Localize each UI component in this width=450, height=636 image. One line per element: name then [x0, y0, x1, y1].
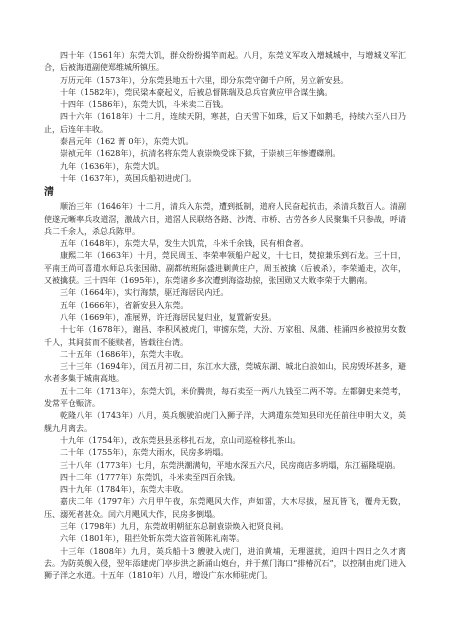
ming-section [44, 50, 406, 185]
chronicle-paragraph: 十九年（1754年），改东莞县县丞移扎石龙，京山司巡检移扎茶山。 [60, 435, 301, 445]
chronicle-paragraph: 万历元年（1573年），分东莞县地五十六里，即分东莞守御千户所，另立新安县。 [60, 75, 349, 85]
chronicle-paragraph: 泰昌元年（162 菁 0年），东莞大饥。 [60, 137, 194, 147]
chronicle-paragraph: 九年（1636年），东莞大饥。 [60, 161, 165, 171]
chronicle-paragraph: 二十年（1755年），东莞大雨水，民房多坍塌。 [60, 448, 229, 458]
chronicle-paragraph: 五年（1666年），省新安县入东莞。 [60, 300, 189, 310]
chronicle-paragraph: 三十三年（1694年），闰五月初二日，东江水大涨，莞城东湖、城北白浪如山，民房毁坏甚多，避水者多集于城南高地。 [44, 362, 406, 384]
chronicle-paragraph: 三年（1664年），实行海禁，驱迁海居民内迁。 [60, 288, 229, 298]
qing-section [44, 201, 406, 582]
chronicle-paragraph: 八年（1669年），准展界，许迁海居民复归业，复置新安县。 [60, 312, 277, 322]
chronicle-paragraph: 三年（1798年）九月，东莞故明朝征东总制袁崇焕入祀贤良祠。 [60, 521, 289, 531]
chronicle-paragraph: 十三年（1808年）九月，英兵船十3 艘驶入虎门，进泊黄埔，无理滋扰，迫四十四日之久才离去。为防英舰入侵，翌年添建虎门亭步洪之新涌山炮台，并于蕉门海口“排椿沉石”，以控制由虎门进入狮子洋之水道。十五年（1810年）八月，增设广东水师驻虎门。 [44, 546, 406, 581]
chronicle-paragraph: 康熙二年（1663年）十月，莞民周玉、李荣率领船户起义，十七日，焚掠兼乐到石龙。三十日，平南王尚可喜遣水师总兵张国勋、副都统班际盛进剿黄庄户，周玉被擒（后被杀），李荣遁走，次年，又被擒获。三十四年（1695年），东莞诸乡多次遭到海盗劫掠，张国勋又大败李荣于大鹏南。 [44, 251, 406, 286]
chronicle-paragraph: 四十年（1561年）东莞大饥，群众纷纷揭竿而起。八月，东莞义军攻入增城城中，与增城义军汇合，后被海道副使郑维城所镇压。 [44, 51, 406, 73]
chronicle-paragraph: 五年（1648年），东莞大旱，发生大饥荒，斗米千余钱，民有相食者。 [60, 239, 309, 249]
chronicle-paragraph: 三十八年（1773年）七月，东莞洪潮满旬，平地水深五六尺，民房商店多坍塌，东江福隆堤崩。 [60, 460, 401, 470]
chronicle-paragraph: 顺治三年（1646年）十二月，清兵入东莞，遭到抵制，道府人民奋起抗击，杀清兵数百人。清副使遂元晰率兵攻道滘，激战六日，道滘人民联络各路、沙湾、市桥、古劳各乡人民聚集千只参战，呼请兵二千余人，杀总兵陈甲。 [44, 202, 406, 236]
chronicle-paragraph: 十四年（1586年），东莞大饥，斗米卖二百钱。 [60, 100, 229, 110]
chronicle-paragraph: 崇祯元年（1628年），抗清名将东莞人袁崇焕受诛下狱，于崇祯三年惨遭磔刑。 [60, 149, 341, 159]
section-heading-qing: 清 [44, 187, 54, 199]
chronicle-paragraph: 四十九年（1784年），东莞大丰收。 [60, 485, 189, 495]
chronicle-paragraph: 五十二年（1713年），东莞大饥，米价腾贵，每石卖至一两八九钱至二两不等。左都御史来莞考，发常平仓赈济。 [44, 386, 406, 409]
chronicle-paragraph: 十年（1582年），莞民梁本豪起义，后被总督陈瑞及总兵官黄应甲合谋生擒。 [60, 87, 333, 97]
chronicle-paragraph: 四十六年（1618年）十二月，连续天阴，寒甚，白天雪下如珠，后又下如鹅毛，持续六至八日乃止，后连年丰收。 [44, 112, 406, 134]
chronicle-paragraph: 嘉庆二年（1797年）六月甲午夜，东莞飓风大作，声如雷，大木尽拔，屋瓦皆飞，覆舟无数，压、溺死者甚众。闰六月飓风大作，民房多倒塌。 [44, 497, 406, 519]
chronicle-paragraph: 四十二年（1777年）东莞饥，斗米卖至四百余钱。 [60, 472, 241, 482]
chronicle-paragraph: 六年（1801年），阻拦处斩东莞大盗首领陈礼南等。 [60, 534, 245, 544]
chronicle-paragraph: 十年（1637年），英国兵船初进虎门。 [60, 173, 197, 183]
chronicle-paragraph: 十七年（1678年），谢昌、李积风被虎门，审掳东莞，大汾、万家租、凤蒲、桂涌四乡被掠男女数千人，其间贫而不能赎者，皆载往台湾。 [44, 325, 406, 347]
chronicle-paragraph: 二十五年（1686年），东莞大丰收。 [60, 349, 189, 359]
chronicle-paragraph: 乾隆八年（1743年）八月，英兵舰驶泊虎门入狮子洋，大鸿遣东莞知县印光任前往申明大义，英舰九月离去。 [44, 411, 406, 433]
